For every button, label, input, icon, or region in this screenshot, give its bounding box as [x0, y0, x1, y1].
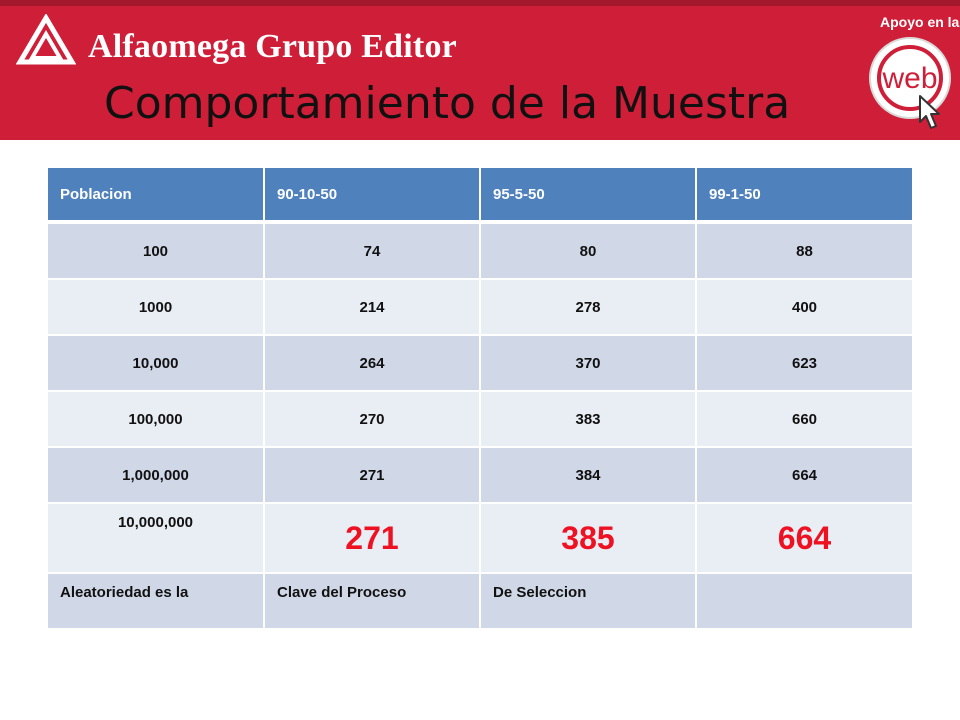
table-cell: 660	[696, 391, 912, 447]
table-cell: 271	[264, 447, 480, 503]
brand-name: Alfaomega Grupo Editor	[88, 28, 457, 65]
table-cell: 1000	[48, 279, 264, 335]
footer-cell: Clave del Proceso	[264, 573, 480, 629]
highlight-value: 385	[480, 503, 696, 573]
header-cell-99-1-50: 99-1-50	[696, 168, 912, 222]
table-row-highlighted	[48, 503, 912, 573]
table-cell: 1,000,000	[48, 447, 264, 503]
table-cell: 80	[480, 222, 696, 279]
table-row	[48, 391, 912, 447]
globe-cursor-icon	[862, 32, 960, 140]
badge-label: Apoyo en la	[880, 14, 960, 30]
table-cell: 214	[264, 279, 480, 335]
table-cell: 74	[264, 222, 480, 279]
footer-cell: De Seleccion	[480, 573, 696, 629]
table-cell: 264	[264, 335, 480, 391]
table-cell: 88	[696, 222, 912, 279]
table-cell: 664	[696, 447, 912, 503]
table-cell: 400	[696, 279, 912, 335]
header-cell-95-5-50: 95-5-50	[480, 168, 696, 222]
footer-cell: Aleatoriedad es la	[48, 573, 264, 629]
table-cell: 100,000	[48, 391, 264, 447]
highlight-value: 664	[696, 503, 912, 573]
table-cell: 270	[264, 391, 480, 447]
table-cell: 370	[480, 335, 696, 391]
web-support-badge[interactable]	[862, 6, 960, 140]
table-cell: 10,000	[48, 335, 264, 391]
table-cell: 10,000,000	[48, 503, 264, 573]
table-row	[48, 335, 912, 391]
table-footer-row	[48, 573, 912, 629]
header-cell-poblacion: Poblacion	[48, 168, 264, 222]
badge-word: web	[882, 62, 938, 95]
footer-cell-empty	[696, 573, 912, 629]
header-band	[0, 0, 960, 140]
table-cell: 384	[480, 447, 696, 503]
header-cell-90-10-50: 90-10-50	[264, 168, 480, 222]
table-row	[48, 447, 912, 503]
table-row	[48, 222, 912, 279]
table-cell: 100	[48, 222, 264, 279]
table-header-row	[48, 168, 912, 222]
alfaomega-triangle-logo-icon	[16, 14, 76, 66]
header-top-bar	[0, 0, 960, 6]
highlight-value: 271	[264, 503, 480, 573]
sample-size-table	[48, 168, 912, 630]
table-cell: 623	[696, 335, 912, 391]
table-cell: 383	[480, 391, 696, 447]
table-row	[48, 279, 912, 335]
page-title: Comportamiento de la Muestra	[104, 78, 791, 129]
table-cell: 278	[480, 279, 696, 335]
